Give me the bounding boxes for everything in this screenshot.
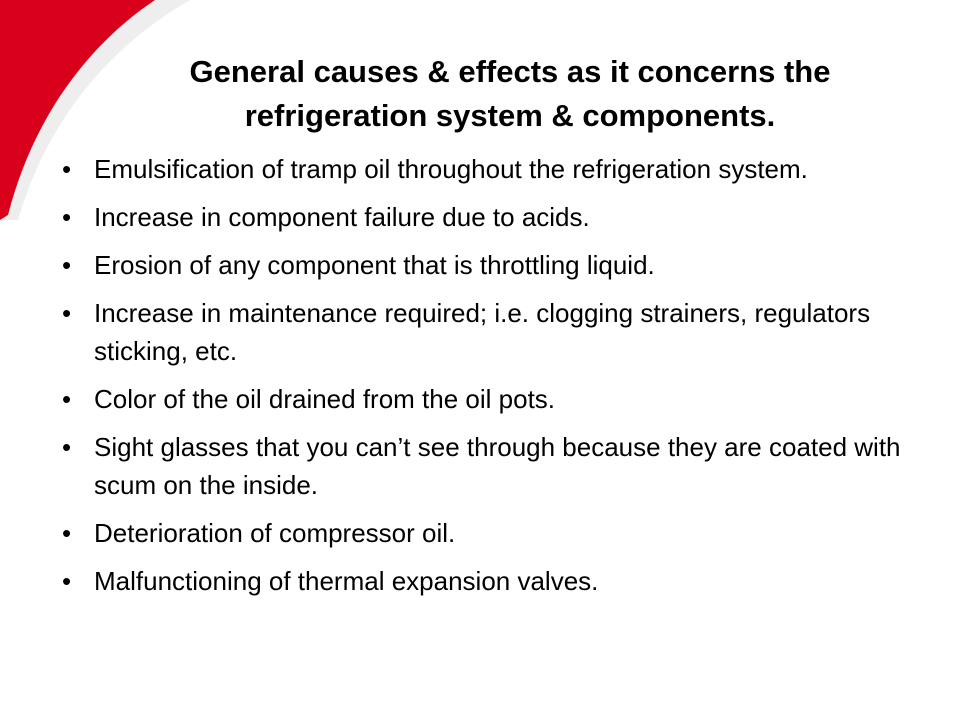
bullet-dot-icon: • [62,154,72,184]
bullet-text: Deterioration of compressor oil. [94,518,456,548]
bullet-item [62,514,932,552]
slide-title [60,50,960,138]
bullet-text: Increase in maintenance required; i.e. clogging strainers, regulators sticking, etc. [94,298,871,366]
bullet-text: Increase in component failure due to acids. [94,202,590,232]
bullet-dot-icon: • [62,202,72,232]
bullet-list [62,150,932,610]
bullet-item [62,246,932,284]
bullet-text: Sight glasses that you can’t see through because they are coated with scum on the inside. [94,432,901,500]
bullet-dot-icon: • [62,518,72,548]
bullet-dot-icon: • [62,250,72,280]
bullet-dot-icon: • [62,566,72,596]
bullet-item [62,562,932,600]
bullet-dot-icon: • [62,432,72,462]
bullet-dot-icon: • [62,384,72,414]
bullet-text: Color of the oil drained from the oil pots. [94,384,556,414]
bullet-item [62,294,932,370]
slide-title-line-2: refrigeration system & components. [244,98,776,133]
bullet-item [62,380,932,418]
bullet-item [62,198,932,236]
bullet-text: Erosion of any component that is throttling liquid. [94,250,655,280]
bullet-dot-icon: • [62,298,72,328]
bullet-item [62,150,932,188]
bullet-text: Malfunctioning of thermal expansion valves. [94,566,599,596]
slide-title-line-1: General causes & effects as it concerns the [189,54,831,89]
bullet-text: Emulsification of tramp oil throughout the refrigeration system. [94,154,808,184]
bullet-item [62,428,932,504]
